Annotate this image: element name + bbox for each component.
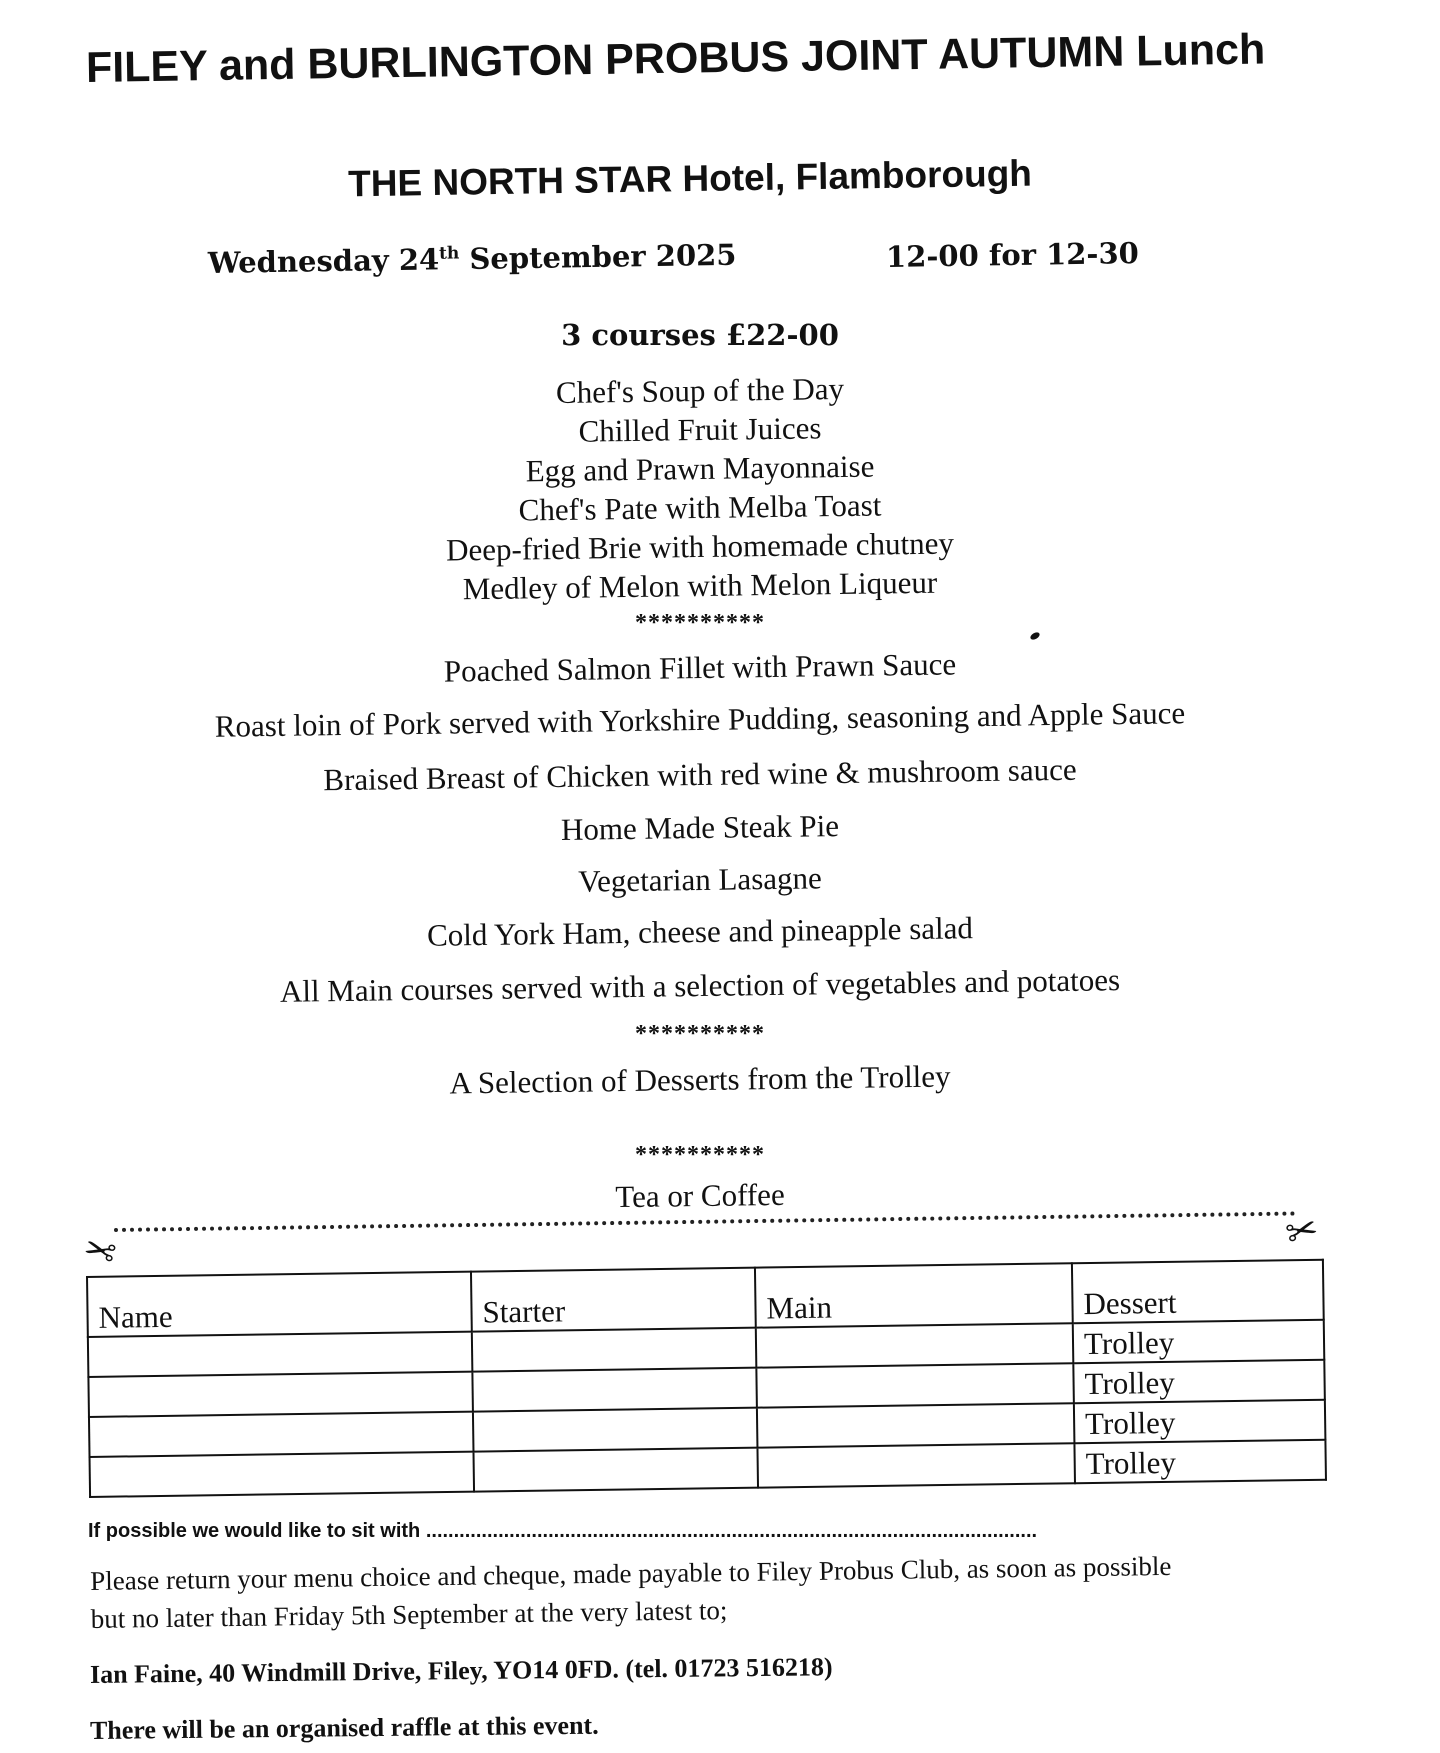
main-cell[interactable] [757,1403,1075,1447]
date-day: Wednesday 24 [207,242,440,280]
main-item: Roast loin of Pork served with Yorkshire Pudding, seasoning and Apple Sauce [214,695,1186,744]
course-separator: ********** [635,1021,765,1047]
column-header-main: Main [755,1263,1073,1327]
scissors-icon: ✂ [1280,1205,1323,1257]
column-header-name: Name [87,1272,472,1337]
main-item: Braised Breast of Chicken with red wine & mushroom sauce [323,751,1077,798]
name-cell[interactable] [88,1372,473,1417]
column-header-starter: Starter [471,1268,756,1332]
starter-cell[interactable] [472,1368,757,1412]
sit-with-field[interactable]: .............................................................................................................. [425,1520,1038,1542]
event-time: 12-00 for 12-30 [885,236,1140,274]
course-separator: ********** [635,1142,765,1168]
starter-cell[interactable] [473,1408,758,1452]
starter-item: Chef's Soup of the Day [555,370,845,411]
starter-item: Deep-fried Brie with homemade chutney [445,525,955,568]
contact-address: Ian Faine, 40 Windmill Drive, Filey, YO14 0FD. (tel. 01723 516218) [89,1652,833,1689]
name-cell[interactable] [88,1332,473,1377]
drinks-item: Tea or Coffee [615,1176,785,1215]
scissors-icon: ✂ [78,1225,121,1277]
dessert-cell: Trolley [1073,1320,1325,1364]
event-date [208,238,737,280]
name-cell[interactable] [90,1452,475,1497]
price-line: 3 courses £22-00 [561,318,839,352]
main-item: Home Made Steak Pie [560,808,840,847]
main-cell[interactable] [757,1443,1075,1487]
return-line: but no later than Friday 5th September at the very latest to; [90,1595,728,1634]
course-separator: ********** [635,610,765,636]
return-line: Please return your menu choice and cheque, made payable to Filey Probus Club, as soon as possible [90,1550,1172,1596]
raffle-note: There will be an organised raffle at this event. [89,1710,599,1745]
main-cell[interactable] [756,1323,1074,1367]
date-month-year: September 2025 [459,237,737,277]
starter-cell[interactable] [472,1328,757,1372]
venue-name: THE NORTH STAR Hotel, Flamborough [347,152,1033,205]
sit-with-label: If possible we would like to sit with [88,1520,421,1542]
return-instructions [90,1545,1331,1638]
sit-with-line [88,1520,1037,1543]
starter-item: Chef's Pate with Melba Toast [518,487,882,528]
starter-cell[interactable] [473,1448,758,1492]
dessert-cell: Trolley [1073,1360,1325,1404]
name-cell[interactable] [89,1412,474,1457]
main-cell[interactable] [756,1363,1074,1407]
order-form-table [86,1259,1327,1498]
column-header-dessert: Dessert [1072,1260,1324,1323]
starter-item: Chilled Fruit Juices [578,410,822,449]
dessert-item: A Selection of Desserts from the Trolley [449,1058,951,1101]
starter-item: Egg and Prawn Mayonnaise [525,448,875,489]
main-courses-note: All Main courses served with a selection of vegetables and potatoes [279,962,1121,1009]
date-suffix: th [438,243,460,264]
main-item: Poached Salmon Fillet with Prawn Sauce [443,646,957,689]
dessert-cell: Trolley [1074,1440,1326,1484]
dessert-cell: Trolley [1074,1400,1326,1444]
main-item: Vegetarian Lasagne [577,860,823,899]
starter-item: Medley of Melon with Melon Liqueur [462,564,938,607]
event-title: FILEY and BURLINGTON PROBUS JOINT AUTUMN Lunch [85,25,1266,92]
main-item: Cold York Ham, cheese and pineapple salad [426,910,974,953]
